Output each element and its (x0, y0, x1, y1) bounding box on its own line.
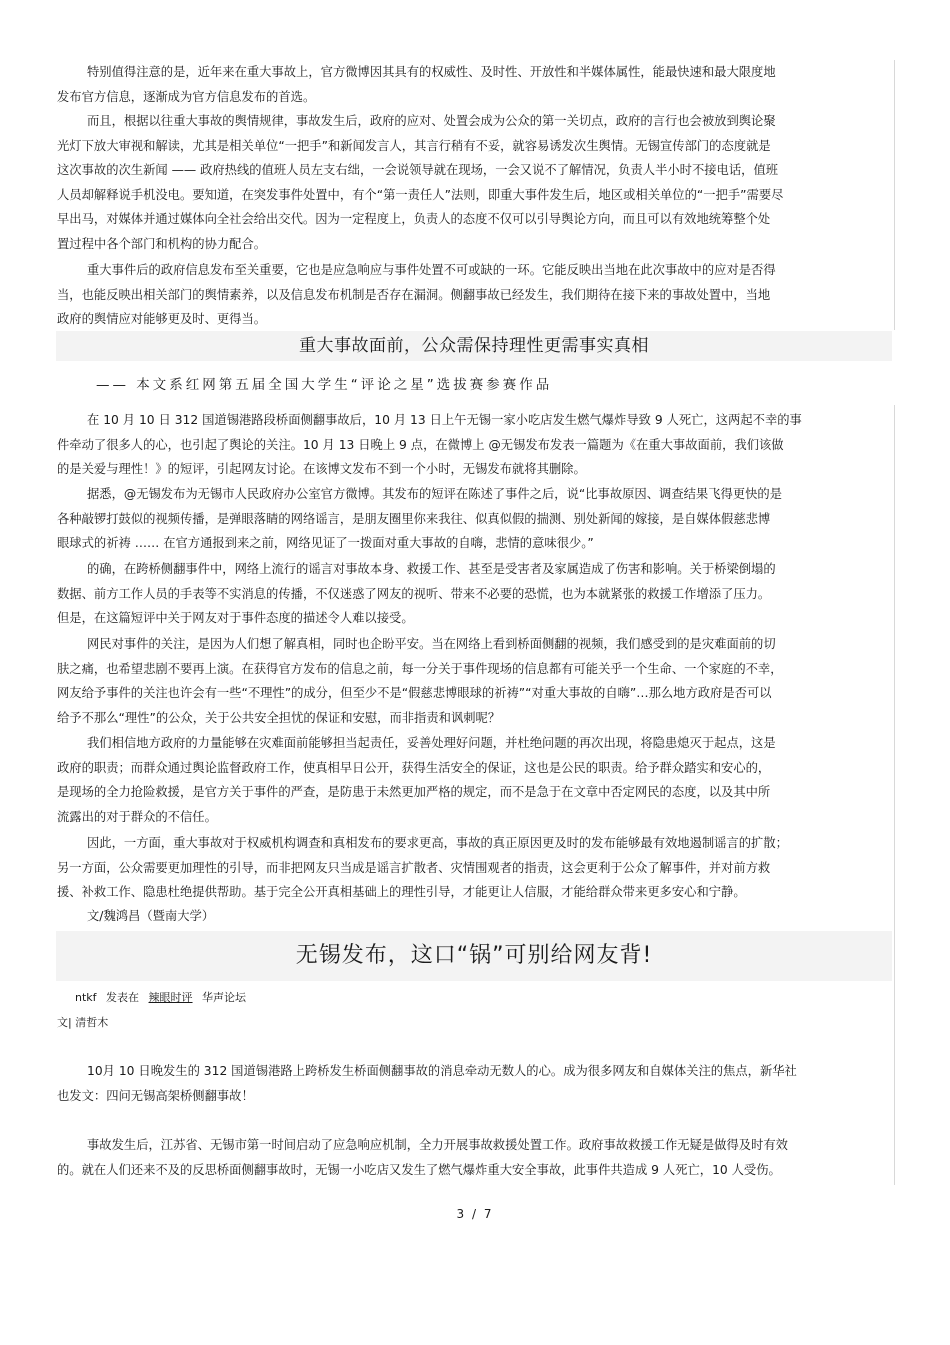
text-line: 光灯下放大审视和解读，尤其是相关单位“一把手”和新闻发言人，其言行稍有不妥，就容易诱发次生舆情。无锡宣传部门的态度就是 (57, 138, 771, 153)
paragraph (57, 408, 893, 482)
text-line: 这次事故的次生新闻 —— 政府热线的值班人员左支右绌，一会说领导就在现场，一会又说不了解情况，负责人半小时不接电话，值班 (57, 163, 779, 177)
text-line: 流露出的对于群众的不信任。 (57, 809, 217, 824)
text-line: 置过程中各个部门和机构的协力配合。 (57, 236, 267, 251)
text-line: 眼球式的祈祷 …… 在官方通报到来之前，网络见证了一拨面对重大事故的自嗨，悲情的意味很少。” (57, 536, 594, 550)
text-line: 据悉，@无锡发布为无锡市人民政府办公室官方微博。其发布的短评在陈述了事件之后，说“比事故原因、调查结果飞得更快的是 (87, 487, 782, 501)
text-line: 我们相信地方政府的力量能够在灾难面前能够担当起责任，妥善处理好问题，并杜绝问题的再次出现，将隐患熄灭于起点，这是 (87, 736, 776, 750)
text-line: 另一方面，公众需要更加理性的引导，而非把网友只当成是谣言扩散者、灾情围观者的指责，这会更利于公众了解事件，并对前方救 (57, 860, 771, 875)
post-posted-in: 发表在 (106, 991, 140, 1004)
text-line: 也发文：四问无锡高架桥侧翻事故！ (57, 1088, 254, 1103)
text-line: 重大事件后的政府信息发布至关重要，它也是应急响应与事件处置不可或缺的一环。它能反映出当地在此次事故中的应对是否得 (87, 263, 776, 277)
paragraph (57, 831, 893, 905)
post-meta (75, 989, 246, 1005)
text-line: 援、补救工作、隐患杜绝提供帮助。基于完全公开真相基础上的理性引导，才能更让人信服，才能给群众带来更多安心和宁静。 (57, 885, 746, 899)
board-link[interactable]: 辣眼时评 (148, 991, 193, 1004)
text-line: 政府的职责；而群众通过舆论监督政府工作，使真相早日公开，获得生活安全的保证，这也是公民的职责。给予群众踏实和安心的， (57, 760, 771, 775)
paragraph (57, 557, 893, 631)
text-line: 给予不那么“理性”的公众，关于公共安全担忧的保证和安慰，而非指责和讽刺呢？ (57, 710, 501, 725)
paragraph (57, 1133, 893, 1182)
article-author: 文| 清哲木 (57, 1016, 109, 1029)
text-line: 因此，一方面，重大事故对于权威机构调查和真相发布的要求更高，事故的真正原因更及时的发布能够最有效地遏制谣言的扩散； (87, 836, 788, 850)
text-line: 的。就在人们还来不及的反思桥面侧翻事故时，无锡一小吃店又发生了燃气爆炸重大安全事故，此事件共造成 9 人死亡，10 人受伤。 (57, 1162, 781, 1177)
text-line: 的确，在跨桥侧翻事件中，网络上流行的谣言对事故本身、救援工作、甚至是受害者及家属造成了伤害和影响。关于桥梁倒塌的 (87, 562, 776, 576)
article-signature: 文/魏鸿昌（暨南大学） (87, 909, 215, 923)
text-line: 在 10 月 10 日 312 国道锡港路段桥面侧翻事故后，10 月 13 日上午无锡一家小吃店发生燃气爆炸导致 9 人死亡，这两起不幸的事 (87, 413, 802, 427)
page-number: 3 / 7 (456, 1207, 494, 1221)
paragraph (57, 60, 893, 109)
text-line: 网友给予事件的关注也许会有一些“不理性”的成分，但至少不是“假慈悲博眼球的祈祷”“对重大事故的自嗨”…那么地方政府是否可以 (57, 686, 772, 700)
text-line: 网民对事件的关注，是因为人们想了解真相，同时也企盼平安。当在网络上看到桥面侧翻的视频，我们感受到的是灾难面前的切 (87, 637, 776, 651)
text-line: 各种敲锣打鼓似的视频传播，是弹眼落睛的网络谣言，是朋友圈里你来我往、似真似假的揣测、别处新闻的嫁接，是自媒体假慈悲博 (57, 511, 771, 526)
text-line: 件牵动了很多人的心，也引起了舆论的关注。10 月 13 日晚上 9 点，在微博上 @无锡发布发表一篇题为《在重大事故面前，我们该做 (57, 437, 784, 452)
paragraph (57, 109, 893, 256)
text-line: 发布官方信息，逐渐成为官方信息发布的首选。 (57, 89, 316, 104)
paragraph (57, 632, 893, 730)
section-heading: 重大事故面前，公众需保持理性更需事实真相 (56, 331, 892, 361)
text-line: 10月 10 日晚发生的 312 国道锡港路上跨桥发生桥面侧翻事故的消息牵动无数人的心。成为很多网友和自媒体关注的焦点，新华社 (87, 1064, 797, 1078)
forum-name: 华声论坛 (202, 991, 247, 1004)
paragraph (57, 482, 893, 556)
post-username[interactable]: ntkf (75, 991, 97, 1004)
text-line: 当，也能反映出相关部门的舆情素养，以及信息发布机制是否存在漏洞。侧翻事故已经发生，我们期待在接下来的事故处置中，当地 (57, 287, 771, 302)
section-heading: 无锡发布，这口“锅”可别给网友背! (56, 931, 892, 981)
article-byline: —— 本文系红网第五届全国大学生“评论之星”选拔赛参赛作品 (96, 377, 553, 393)
text-line: 但是，在这篇短评中关于网友对于事件态度的描述令人难以接受。 (57, 611, 414, 625)
text-line: 特别值得注意的是，近年来在重大事故上，官方微博因其具有的权威性、及时性、开放性和半媒体属性，能最快速和最大限度地 (87, 65, 776, 79)
text-line: 人员却解释说手机没电。要知道，在突发事件处置中，有个“第一责任人”法则，即重大事件发生后，地区或相关单位的“一把手”需要尽 (57, 187, 784, 202)
text-line: 政府的舆情应对能够更及时、更得当。 (57, 312, 267, 326)
text-line: 早出马，对媒体并通过媒体向全社会给出交代。因为一定程度上，负责人的态度不仅可以引导舆论方向，而且可以有效地统筹整个处 (57, 212, 771, 226)
text-line: 数据、前方工作人员的手表等不实消息的传播，不仅迷惑了网友的视听、带来不必要的恐慌，也为本就紧张的救援工作增添了压力。 (57, 586, 771, 601)
text-line: 的是关爱与理性！》的短评，引起网友讨论。在该博文发布不到一个小时，无锡发布就将其删除。 (57, 462, 586, 476)
paragraph (57, 1059, 893, 1108)
paragraph (57, 258, 893, 332)
text-line: 是现场的全力抢险救援，是官方关于事件的严查，是防患于未然更加严格的规定，而不是急于在文章中否定网民的态度，以及其中所 (57, 785, 771, 799)
text-line: 肤之痛，也希望悲剧不要再上演。在获得官方发布的信息之前，每一分关于事件现场的信息都有可能关乎一个生命、一个家庭的不幸， (57, 661, 783, 676)
text-line: 而且，根据以往重大事故的舆情规律，事故发生后，政府的应对、处置会成为公众的第一关切点，政府的言行也会被放到舆论聚 (87, 114, 776, 128)
paragraph (57, 731, 893, 829)
text-line: 事故发生后，江苏省、无锡市第一时间启动了应急响应机制，全力开展事故救援处置工作。政府事故救援工作无疑是做得及时有效 (87, 1138, 788, 1152)
